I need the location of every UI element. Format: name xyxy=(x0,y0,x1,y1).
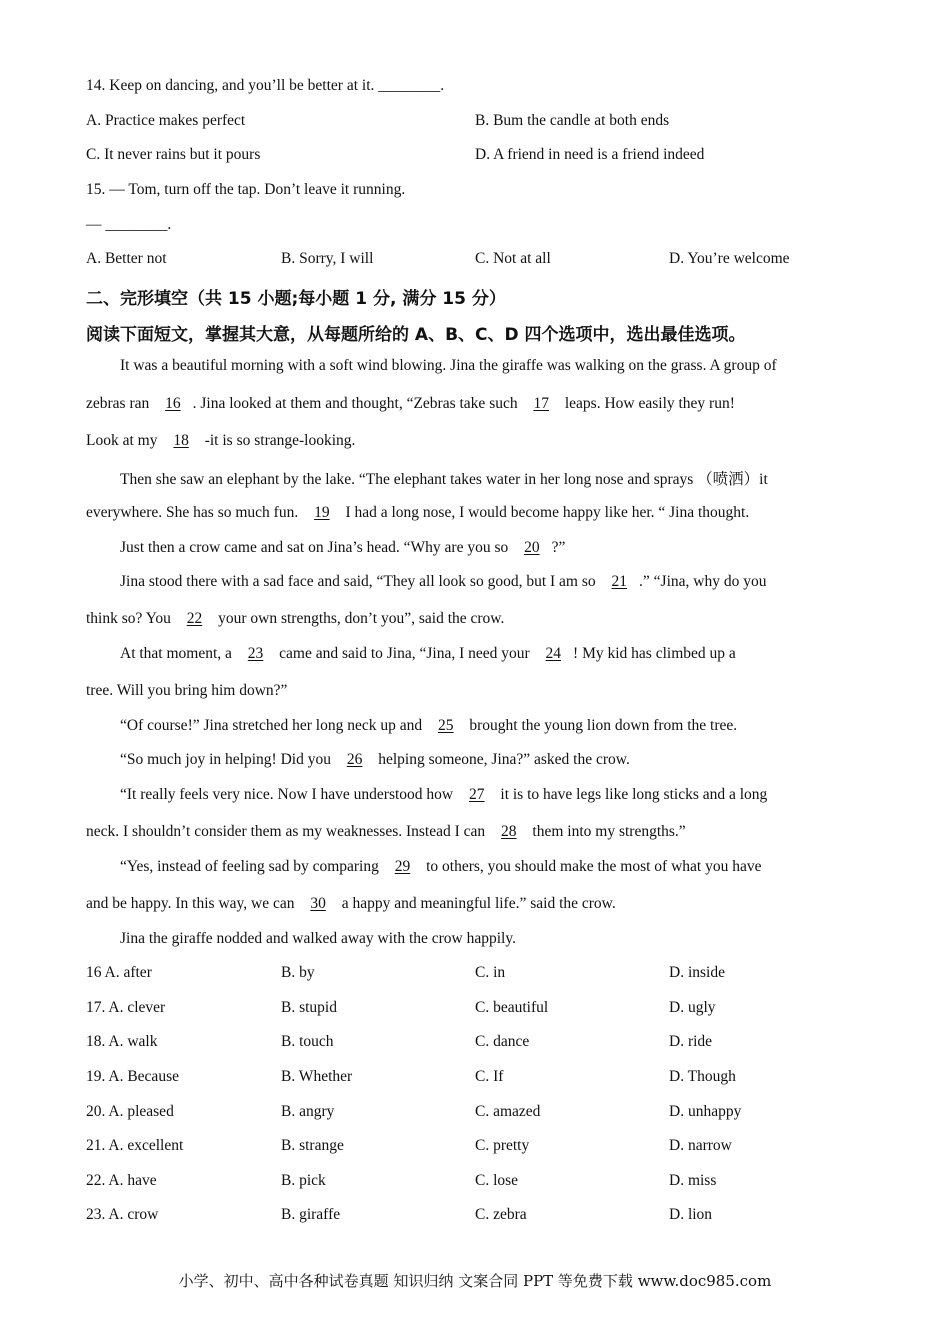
option-16-a: 16 A. after xyxy=(86,964,152,981)
option-18-d: D. ride xyxy=(669,1033,713,1050)
passage-line: “Of course!” Jina stretched her long neck up and 25 brought the young lion down from the tree. xyxy=(120,717,738,734)
option-19-d: D. Though xyxy=(669,1068,736,1085)
q14-option-c: C. It never rains but it pours xyxy=(86,146,261,163)
passage-line: “Yes, instead of feeling sad by comparing 29 to others, you should make the most of what you have xyxy=(120,858,762,875)
option-19-a: 19. A. Because xyxy=(86,1068,179,1085)
q14-option-b: B. Bum the candle at both ends xyxy=(475,112,670,129)
blank-27: 27 xyxy=(469,786,485,803)
blank-25: 25 xyxy=(438,717,454,734)
q15-reply: — ________. xyxy=(86,216,172,233)
q14-stem: 14. Keep on dancing, and you’ll be better at it. ________. xyxy=(86,77,445,94)
q15-option-c: C. Not at all xyxy=(475,250,551,267)
option-21-c: C. pretty xyxy=(475,1137,530,1154)
passage-line: neck. I shouldn’t consider them as my weaknesses. Instead I can 28 them into my strengths.” xyxy=(86,823,686,840)
q15-option-b: B. Sorry, I will xyxy=(281,250,374,267)
passage-line: zebras ran 16 . Jina looked at them and thought, “Zebras take such 17 leaps. How easily they run! xyxy=(86,395,735,412)
passage-line: Look at my 18 -it is so strange-looking. xyxy=(86,432,356,449)
blank-24: 24 xyxy=(545,645,562,662)
blank-30: 30 xyxy=(310,895,326,912)
passage-line: think so? You 22 your own strengths, don’t you”, said the crow. xyxy=(86,610,505,627)
passage-line: Jina stood there with a sad face and said, “They all look so good, but I am so 21 .” “Jina, why do you xyxy=(120,573,767,590)
option-23-a: 23. A. crow xyxy=(86,1206,159,1223)
q15-stem: 15. — Tom, turn off the tap. Don’t leave it running. xyxy=(86,181,406,198)
option-16-c: C. in xyxy=(475,964,506,981)
blank-20: 20 xyxy=(524,539,540,556)
blank-18: 18 xyxy=(173,432,189,449)
option-17-b: B. stupid xyxy=(281,999,337,1016)
option-23-d: D. lion xyxy=(669,1206,713,1223)
option-17-c: C. beautiful xyxy=(475,999,549,1016)
passage-line: It was a beautiful morning with a soft wind blowing. Jina the giraffe was walking on the grass. A group of xyxy=(120,357,777,374)
passage-line: At that moment, a 23 came and said to Jina, “Jina, I need your 24 ! My kid has climbed up a xyxy=(120,645,736,662)
option-20-a: 20. A. pleased xyxy=(86,1103,174,1120)
option-16-b: B. by xyxy=(281,964,315,981)
option-22-a: 22. A. have xyxy=(86,1172,157,1189)
passage-line: everywhere. She has so much fun. 19 I had a long nose, I would become happy like her. “ Jina thought. xyxy=(86,504,750,521)
passage-line: Jina the giraffe nodded and walked away with the crow happily. xyxy=(120,930,516,947)
blank-23: 23 xyxy=(247,645,264,662)
passage-line: “So much joy in helping! Did you 26 helping someone, Jina?” asked the crow. xyxy=(120,751,630,768)
passage-line: “It really feels very nice. Now I have understood how 27 it is to have legs like long sticks and a long xyxy=(120,786,768,803)
q15-option-a: A. Better not xyxy=(86,250,167,267)
option-20-c: C. amazed xyxy=(475,1103,541,1120)
option-18-a: 18. A. walk xyxy=(86,1033,158,1050)
blank-29: 29 xyxy=(394,858,411,875)
blank-17: 17 xyxy=(533,395,549,412)
option-21-d: D. narrow xyxy=(669,1137,732,1154)
option-20-b: B. angry xyxy=(281,1103,335,1120)
passage-line: tree. Will you bring him down?” xyxy=(86,682,288,699)
blank-21: 21 xyxy=(611,573,628,590)
blank-16: 16 xyxy=(165,395,181,412)
blank-19: 19 xyxy=(314,504,330,521)
option-18-c: C. dance xyxy=(475,1033,530,1050)
q15-option-d: D. You’re welcome xyxy=(669,250,790,267)
option-23-b: B. giraffe xyxy=(281,1206,341,1223)
blank-22: 22 xyxy=(186,610,203,627)
option-17-d: D. ugly xyxy=(669,999,716,1016)
option-23-c: C. zebra xyxy=(475,1206,527,1223)
passage-line: Then she saw an elephant by the lake. “The elephant takes water in her long nose and sprays （喷洒）it xyxy=(120,471,768,488)
option-20-d: D. unhappy xyxy=(669,1103,742,1120)
option-22-c: C. lose xyxy=(475,1172,519,1189)
option-17-a: 17. A. clever xyxy=(86,999,166,1016)
option-22-b: B. pick xyxy=(281,1172,326,1189)
q14-option-a: A. Practice makes perfect xyxy=(86,112,246,129)
passage-line: Just then a crow came and sat on Jina’s head. “Why are you so 20 ?” xyxy=(120,539,566,556)
passage-line: and be happy. In this way, we can 30 a happy and meaningful life.” said the crow. xyxy=(86,895,616,912)
option-19-c: C. If xyxy=(475,1068,504,1085)
page-footer: 小学、初中、高中各种试卷真题 知识归纳 文案合同 PPT 等免费下载 www.doc985.com xyxy=(178,1272,772,1290)
q14-option-d: D. A friend in need is a friend indeed xyxy=(475,146,705,163)
blank-26: 26 xyxy=(346,751,363,768)
option-21-a: 21. A. excellent xyxy=(86,1137,184,1154)
option-16-d: D. inside xyxy=(669,964,725,981)
option-18-b: B. touch xyxy=(281,1033,334,1050)
section-title: 二、完形填空（共 15 小题;每小题 1 分, 满分 15 分） xyxy=(86,289,506,309)
section-instruction: 阅读下面短文，掌握其大意，从每题所给的 A、B、C、D 四个选项中，选出最佳选项。 xyxy=(86,325,746,345)
option-22-d: D. miss xyxy=(669,1172,717,1189)
option-21-b: B. strange xyxy=(281,1137,344,1154)
option-19-b: B. Whether xyxy=(281,1068,353,1085)
blank-28: 28 xyxy=(501,823,517,840)
